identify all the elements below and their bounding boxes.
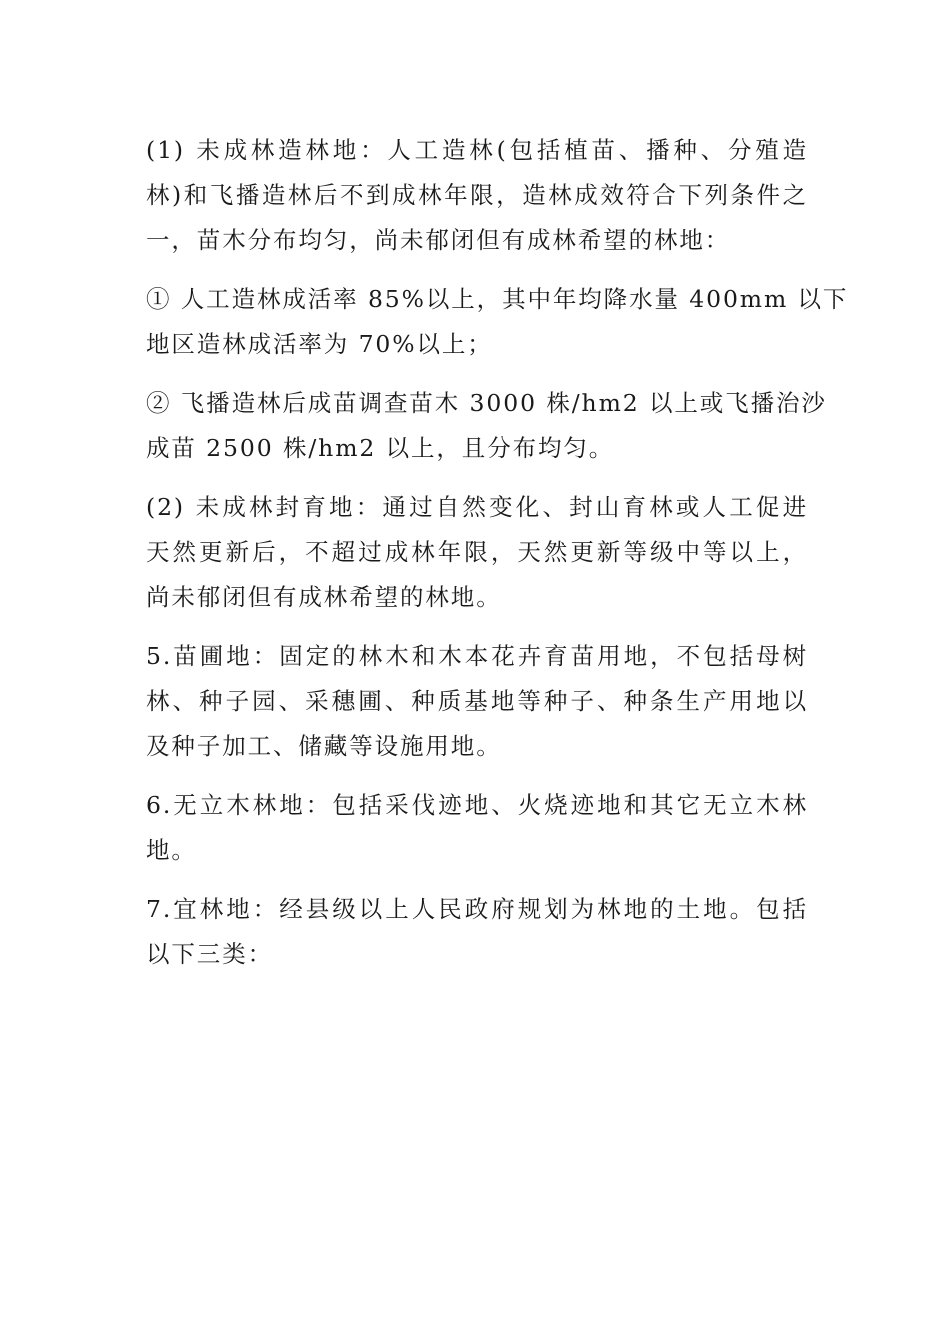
text-line: 尚未郁闭但有成林希望的林地。 <box>146 583 502 611</box>
text-line: 地。 <box>146 836 197 864</box>
text-line: ① 人工造林成活率 85%以上，其中年均降水量 400mm 以下 <box>146 285 849 313</box>
text-line: 天然更新后，不超过成林年限，天然更新等级中等以上， <box>146 538 808 566</box>
text-line: 林、种子园、采穗圃、种质基地等种子、种条生产用地以 <box>146 687 808 715</box>
text-line: ② 飞播造林后成苗调查苗木 3000 株/hm2 以上或飞播治沙 <box>146 389 827 417</box>
text-line: 成苗 2500 株/hm2 以上，且分布均匀。 <box>146 434 615 462</box>
text-line: 5.苗圃地：固定的林木和木本花卉育苗用地，不包括母树 <box>146 642 808 670</box>
text-line: 林)和飞播造林后不到成林年限，造林成效符合下列条件之 <box>146 181 808 209</box>
paragraph-treeless-forest-land <box>146 783 811 873</box>
text-line: (1) 未成林造林地：人工造林(包括植苗、播种、分殖造 <box>146 136 808 164</box>
text-line: 以下三类： <box>146 940 273 968</box>
text-line: 及种子加工、储藏等设施用地。 <box>146 732 502 760</box>
document-body <box>146 128 849 991</box>
paragraph-aerial-seeding <box>146 381 827 471</box>
paragraph-suitable-forest-land <box>146 887 811 977</box>
text-line: (2) 未成林封育地：通过自然变化、封山育林或人工促进 <box>146 493 808 521</box>
text-line: 7.宜林地：经县级以上人民政府规划为林地的土地。包括 <box>146 895 808 923</box>
text-line: 一，苗木分布均匀，尚未郁闭但有成林希望的林地： <box>146 226 731 254</box>
paragraph-unestablished-enclosure-land <box>146 485 811 620</box>
text-line: 地区造林成活率为 70%以上； <box>146 330 493 358</box>
paragraph-planting-survival-rate <box>146 277 849 367</box>
paragraph-nursery-land <box>146 634 811 769</box>
text-line: 6.无立木林地：包括采伐迹地、火烧迹地和其它无立木林 <box>146 791 808 819</box>
paragraph-unestablished-afforestation-land <box>146 128 811 263</box>
